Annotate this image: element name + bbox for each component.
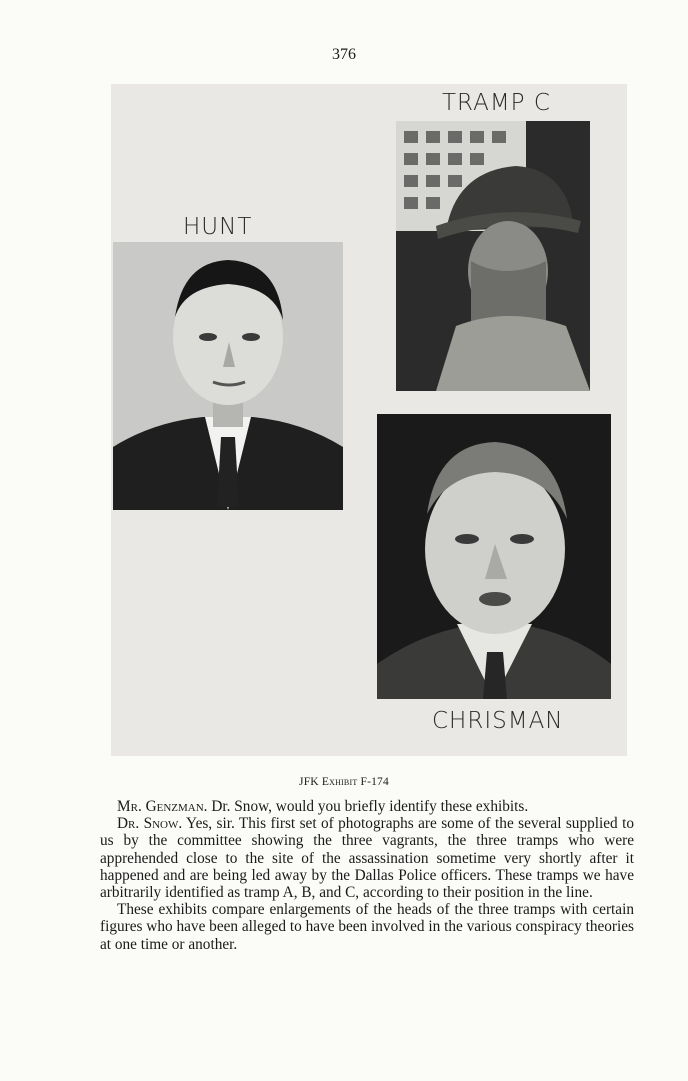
speaker: Dr. Snow. bbox=[117, 815, 183, 833]
paragraph bbox=[100, 798, 634, 815]
testimony-text bbox=[100, 798, 634, 953]
paragraph-text: Yes, sir. This first set of photographs are some of the several supplied to us by the committee showing the three vagrants, the three tramps who were apprehended close to the site of the assassination sometime very shortly after it happened and are being led away by the Dallas Police officers. These tramps we have arbitrarily identified as tramp A, B, and C, according to their position in the line. bbox=[100, 815, 634, 902]
paragraph-text: Dr. Snow, would you briefly identify these exhibits. bbox=[207, 798, 529, 815]
paragraph bbox=[100, 901, 634, 953]
tramp-c-photo bbox=[396, 121, 590, 391]
exhibit-caption bbox=[0, 776, 688, 788]
page-number: 376 bbox=[332, 46, 356, 63]
paragraph-text: These exhibits compare enlargements of the heads of the three tramps with certain figures who have been alleged to have been involved in the various conspiracy theories at one time or another. bbox=[100, 901, 634, 953]
caption-exhibit-word: Exhibit bbox=[321, 776, 358, 788]
tramp-c-label: TRAMP C bbox=[442, 90, 551, 116]
paragraph bbox=[100, 815, 634, 901]
caption-prefix: JFK bbox=[299, 776, 322, 788]
hunt-photo bbox=[113, 242, 343, 510]
chrisman-label: CHRISMAN bbox=[432, 708, 564, 734]
speaker: Mr. Genzman. bbox=[117, 798, 208, 815]
caption-number: F-174 bbox=[357, 776, 389, 788]
hunt-label: HUNT bbox=[183, 214, 253, 240]
chrisman-photo bbox=[377, 414, 611, 699]
